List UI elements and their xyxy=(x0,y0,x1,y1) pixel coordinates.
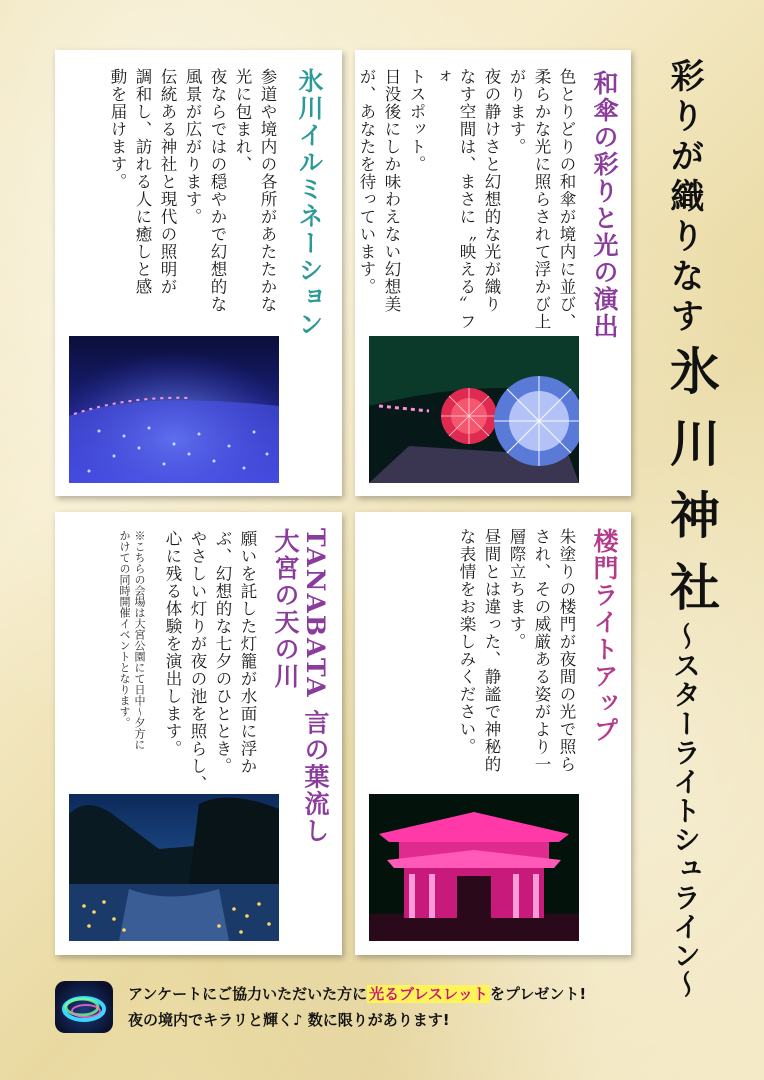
footer-text-before: アンケートにご協力いただいた方に xyxy=(128,985,368,1003)
illumination-title xyxy=(294,68,324,338)
tanabata-body xyxy=(160,530,260,795)
tanabata-title-line: 大宮の天の川 xyxy=(271,528,300,690)
subtitle: ～スターライトシュライン～ xyxy=(669,622,702,999)
body-line: 動を届けます。 xyxy=(108,68,127,191)
illumination-body xyxy=(105,68,280,358)
romon-card xyxy=(355,512,631,955)
footer-text-after: をプレゼント! xyxy=(489,985,587,1003)
body-line: が、あなたを待っています。 xyxy=(357,68,376,296)
romon-title-line: 楼門ライトアップ xyxy=(590,528,619,744)
body-line: 風景が広がります。 xyxy=(183,68,202,226)
body-line: ぶ、幻想的な七夕のひととき。 xyxy=(213,530,232,775)
illumination-card xyxy=(55,50,342,496)
body-line: 夜の静けさと幻想的な光が織り xyxy=(482,68,501,313)
body-line: 伝統ある神社と現代の照明が xyxy=(158,68,177,296)
romon-body xyxy=(454,528,579,793)
body-line: な表情をお楽しみください。 xyxy=(457,528,476,756)
tanabata-note xyxy=(117,530,147,780)
body-line: 調和し、訪れる人に癒しと感 xyxy=(133,68,152,296)
body-line: 柔らかな光に照らされて浮かび上 xyxy=(532,68,551,331)
wagasa-title-line: 和傘の彩りと光の演出 xyxy=(590,70,619,340)
shrine-name: 氷川神社 xyxy=(662,345,721,633)
wagasa-body xyxy=(354,68,579,338)
body-line: がります。 xyxy=(507,68,526,156)
romon-title xyxy=(589,528,619,744)
body-line: 日没後にしか味わえない幻想美 xyxy=(382,68,401,313)
wagasa-title xyxy=(589,70,619,340)
body-line: 色とりどりの和傘が境内に並び、 xyxy=(557,68,576,331)
body-line: トスポット。 xyxy=(407,68,426,173)
note-line: ※こちらの会場は大宮公園にて日中～夕方に xyxy=(133,530,146,750)
note-line: かけての同時開催イベントとなります。 xyxy=(118,530,131,728)
illumination-field-photo xyxy=(69,336,279,483)
wagasa-card xyxy=(355,50,631,496)
body-line: 昼間とは違った、静謐で神秘的 xyxy=(482,528,501,773)
body-line: 参道や境内の各所があたたかな xyxy=(258,68,277,313)
body-line: 心に残る体験を演出します。 xyxy=(163,530,182,758)
tanabata-title-line: TANABATA 言の葉流し xyxy=(301,528,330,845)
footer-line-2: 夜の境内でキラリと輝く♪ 数に限りがあります! xyxy=(128,1011,450,1029)
tanabata-card xyxy=(55,512,342,955)
body-line: 光に包まれ、 xyxy=(233,68,252,173)
body-line: 願いを託した灯籠が水面に浮か xyxy=(238,530,257,775)
body-line: 朱塗りの楼門が夜間の光で照ら xyxy=(557,528,576,773)
bracelet-highlight: 光るブレスレット xyxy=(369,985,488,1003)
lantern-pond-photo xyxy=(69,794,279,941)
tagline: 彩りが織りなす xyxy=(664,58,704,338)
body-line: 夜ならではの穏やかで幻想的な xyxy=(208,68,227,313)
illumination-title-line: 氷川イルミネーション xyxy=(295,68,324,338)
body-line: 層際立ちます。 xyxy=(507,528,526,651)
tanabata-title xyxy=(270,528,330,844)
lit-gate-photo xyxy=(369,794,579,941)
body-line: なす空間は、まさに〝映える〟フォ xyxy=(432,68,476,331)
body-line: やさしい灯りが夜の池を照らし、 xyxy=(188,530,207,793)
glowing-bracelet-icon xyxy=(55,981,113,1033)
footer-line-1 xyxy=(128,983,586,1004)
lit-umbrellas-photo xyxy=(369,336,579,483)
body-line: され、その威厳ある姿がより一 xyxy=(532,528,551,773)
